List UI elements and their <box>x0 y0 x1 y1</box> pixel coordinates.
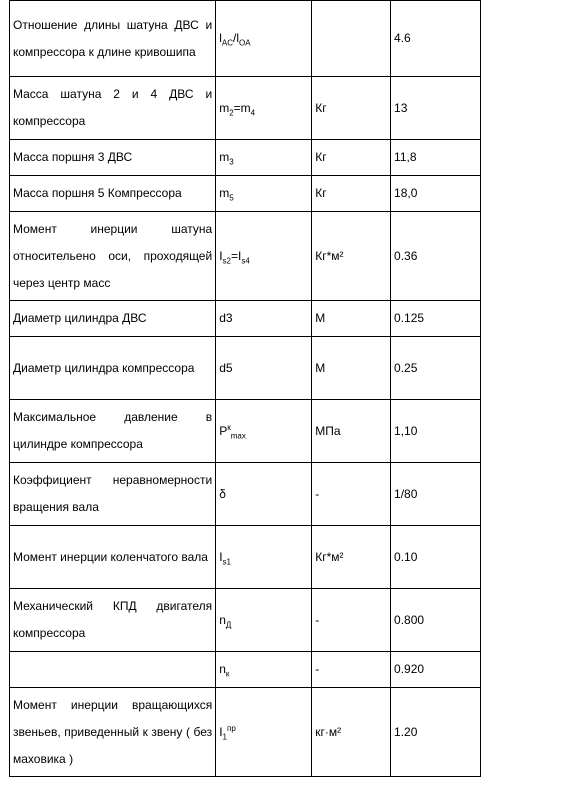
parameter-unit-cell <box>312 1 391 77</box>
parameter-unit-cell: М <box>312 337 391 400</box>
symbol-part: s4 <box>241 255 250 265</box>
symbol-part: m <box>219 100 230 115</box>
symbol-part: m <box>219 150 230 164</box>
parameter-value-cell: 0.800 <box>391 589 481 652</box>
symbol-part: I <box>219 248 223 263</box>
table-row <box>10 301 481 337</box>
parameter-value-cell: 18,0 <box>391 176 481 212</box>
parameter-symbol-cell <box>216 526 312 589</box>
parameter-name-cell: Момент инерции шатуна относительено оси, проходящей через центр масс <box>10 212 216 301</box>
table-row <box>10 212 481 301</box>
table-row <box>10 400 481 463</box>
parameter-name-cell: Максимальное давление в цилиндре компрессора <box>10 400 216 463</box>
parameter-symbol-cell <box>216 140 312 176</box>
parameter-unit-cell: - <box>312 589 391 652</box>
table-row <box>10 652 481 688</box>
symbol-part: δ <box>219 486 226 501</box>
parameter-value-cell: 1/80 <box>391 463 481 526</box>
parameter-name-cell: Механический КПД двигателя компрессора <box>10 589 216 652</box>
parameter-symbol-cell <box>216 589 312 652</box>
parameter-value-cell: 0.36 <box>391 212 481 301</box>
symbol-part: n <box>219 612 226 627</box>
symbol-part: s1 <box>222 556 231 566</box>
symbol-part: 4 <box>250 107 256 117</box>
parameter-name-cell: Масса шатуна 2 и 4 ДВС и компрессора <box>10 77 216 140</box>
parameter-unit-cell: кг·м² <box>312 688 391 777</box>
parameter-value-cell: 0.10 <box>391 526 481 589</box>
parameters-table-body <box>10 1 481 777</box>
parameter-name-cell: Отношение длины шатуна ДВС и компрессора к длине кривошипа <box>10 1 216 77</box>
symbol-part: m <box>219 186 230 200</box>
parameter-unit-cell: - <box>312 463 391 526</box>
parameter-symbol-cell <box>216 400 312 463</box>
symbol-part: l <box>219 31 222 45</box>
parameter-unit-cell: М <box>312 301 391 337</box>
parameter-symbol-cell <box>216 1 312 77</box>
parameter-name-cell: Масса поршня 5 Компрессора <box>10 176 216 212</box>
symbol-part: =m <box>233 100 251 115</box>
parameter-value-cell: 13 <box>391 77 481 140</box>
parameter-value-cell: 11,8 <box>391 140 481 176</box>
table-row <box>10 176 481 212</box>
parameter-name-cell: Диаметр цилиндра ДВС <box>10 301 216 337</box>
parameter-name-cell: Коэффициент неравномерности вращения вала <box>10 463 216 526</box>
parameter-value-cell: 1.20 <box>391 688 481 777</box>
symbol-part: OA <box>238 38 251 48</box>
symbol-part: P <box>219 423 228 438</box>
parameter-name-cell <box>10 652 216 688</box>
symbol-part: =I <box>230 248 242 263</box>
parameter-name-cell: Масса поршня 3 ДВС <box>10 140 216 176</box>
parameter-symbol-cell <box>216 652 312 688</box>
table-row <box>10 1 481 77</box>
table-row <box>10 140 481 176</box>
symbol-part: 1 <box>222 731 227 741</box>
parameter-symbol-cell <box>216 176 312 212</box>
parameter-unit-cell: Кг <box>312 140 391 176</box>
parameter-name-cell: Момент инерции коленчатого вала <box>10 526 216 589</box>
parameter-unit-cell: Кг*м² <box>312 212 391 301</box>
symbol-part: пр <box>226 723 236 733</box>
parameter-value-cell: 0.25 <box>391 337 481 400</box>
symbol-part: d3 <box>219 311 233 325</box>
symbol-part: AC <box>221 38 233 48</box>
symbol-part: s2 <box>222 255 231 265</box>
parameter-value-cell: 0.125 <box>391 301 481 337</box>
table-row <box>10 77 481 140</box>
parameter-value-cell: 4.6 <box>391 1 481 77</box>
parameters-table <box>9 0 481 777</box>
symbol-part: к <box>225 669 230 679</box>
parameter-symbol-cell <box>216 77 312 140</box>
symbol-part: I <box>219 724 223 739</box>
parameter-symbol-cell <box>216 688 312 777</box>
parameter-symbol-cell <box>216 337 312 400</box>
parameter-name-cell: Момент инерции вращающихся звеньев, приведенный к звену ( без маховика ) <box>10 688 216 777</box>
parameter-name-cell: Диаметр цилиндра компрессора <box>10 337 216 400</box>
table-row <box>10 688 481 777</box>
parameter-value-cell: 1,10 <box>391 400 481 463</box>
parameter-value-cell: 0.920 <box>391 652 481 688</box>
parameter-unit-cell: МПа <box>312 400 391 463</box>
symbol-part: /l <box>232 31 239 45</box>
symbol-part: 2 <box>229 107 234 117</box>
symbol-part: max <box>230 430 246 440</box>
symbol-part: 5 <box>229 193 234 203</box>
parameter-symbol-cell <box>216 463 312 526</box>
parameter-symbol-cell <box>216 301 312 337</box>
parameter-unit-cell: - <box>312 652 391 688</box>
table-row <box>10 463 481 526</box>
symbol-part: к <box>227 422 231 432</box>
parameter-unit-cell: Кг <box>312 176 391 212</box>
table-row <box>10 589 481 652</box>
parameter-symbol-cell <box>216 212 312 301</box>
symbol-part: n <box>219 662 226 676</box>
table-row <box>10 337 481 400</box>
table-row <box>10 526 481 589</box>
parameter-unit-cell: Кг*м² <box>312 526 391 589</box>
parameter-unit-cell: Кг <box>312 77 391 140</box>
symbol-part: 3 <box>229 157 234 167</box>
symbol-part: d5 <box>219 360 233 375</box>
symbol-part: Д <box>225 619 232 629</box>
symbol-part: I <box>219 549 223 564</box>
